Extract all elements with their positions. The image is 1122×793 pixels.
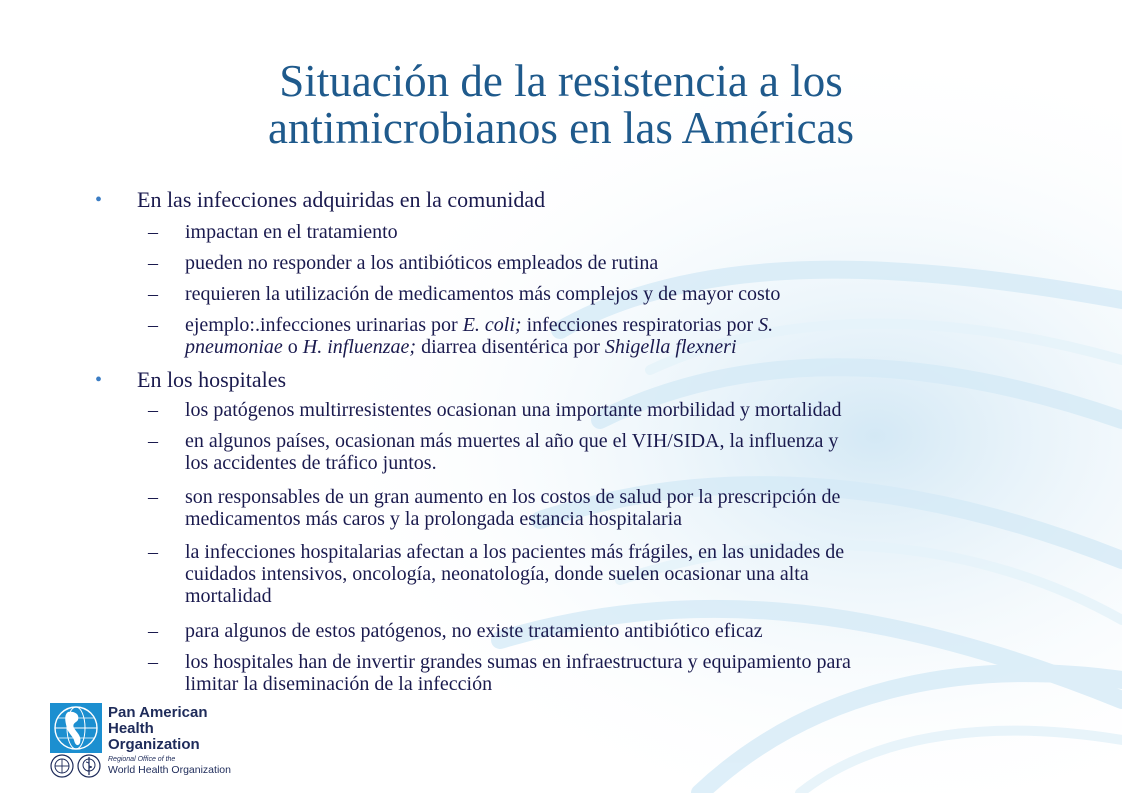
example-text: diarrea disentérica por xyxy=(416,336,605,358)
org-name-line-1: Pan American xyxy=(108,704,208,721)
who-emblem-icon xyxy=(77,754,101,778)
example-line-1 xyxy=(185,314,1035,336)
title-line-2: antimicrobianos en las Américas xyxy=(267,103,855,153)
sub-item-line: los accidentes de tráfico juntos. xyxy=(185,452,437,474)
example-organism: S. xyxy=(758,314,774,336)
sub-item-line: – la infecciones hospitalarias afectan a los pacientes más frágiles, en las unidades de xyxy=(185,541,845,563)
example-organism: pneumoniae xyxy=(185,336,283,358)
example-text: infecciones respiratorias por xyxy=(521,314,759,336)
slide-title xyxy=(0,58,1122,152)
sub-item-text: – los patógenos multirresistentes ocasionan una importante morbilidad y mortalidad xyxy=(185,399,842,421)
who-regional-office xyxy=(108,756,231,776)
paho-seal-icon xyxy=(50,754,74,778)
example-organism: Shigella flexneri xyxy=(604,336,737,358)
sub-item-line: mortalidad xyxy=(185,585,272,607)
example-text: o xyxy=(282,336,303,358)
example-text: ejemplo:.infecciones urinarias por xyxy=(185,314,463,336)
sub-item xyxy=(185,486,1035,530)
sub-item xyxy=(185,252,1035,274)
example-organism: E. coli; xyxy=(462,314,522,336)
organization-name xyxy=(108,705,208,753)
sub-item-text: – impactan en el tratamiento xyxy=(185,221,398,243)
globe-icon xyxy=(50,703,102,753)
sub-item xyxy=(185,283,1035,305)
title-line-1: Situación de la resistencia a los xyxy=(279,56,843,106)
bullet-community: • En las infecciones adquiridas en la comunidad xyxy=(137,188,545,212)
sub-item-line: cuidados intensivos, oncología, neonatología, donde suelen ocasionar una alta xyxy=(185,563,809,585)
sub-item-line: limitar la diseminación de la infección xyxy=(185,673,493,695)
sub-item-line: medicamentos más caros y la prolongada estancia hospitalaria xyxy=(185,508,683,530)
sub-item xyxy=(185,430,1035,474)
sub-item-example xyxy=(185,314,1035,358)
sub-item-text: – requieren la utilización de medicamentos más complejos y de mayor costo xyxy=(185,283,781,305)
who-name: World Health Organization xyxy=(108,764,231,776)
regional-office-label: Regional Office of the xyxy=(108,756,176,763)
bullet-hospitals: • En los hospitales xyxy=(137,368,286,392)
sub-item-text: – para algunos de estos patógenos, no existe tratamiento antibiótico eficaz xyxy=(185,620,763,642)
sub-item-line: – los hospitales han de invertir grandes sumas en infraestructura y equipamiento para xyxy=(185,651,851,673)
sub-item xyxy=(185,620,1035,642)
org-name-line-3: Organization xyxy=(108,736,200,753)
example-organism: H. influenzae; xyxy=(302,336,417,358)
sub-item xyxy=(185,651,1035,695)
sub-item-line: – en algunos países, ocasionan más muertes al año que el VIH/SIDA, la influenza y xyxy=(185,430,839,452)
org-name-line-2: Health xyxy=(108,720,154,737)
example-line-2 xyxy=(185,336,1035,358)
sub-item-line: – son responsables de un gran aumento en los costos de salud por la prescripción de xyxy=(185,486,841,508)
sub-item xyxy=(185,399,1035,421)
sub-item xyxy=(185,541,1035,607)
sub-item xyxy=(185,221,1035,243)
sub-item-text: – pueden no responder a los antibióticos empleados de rutina xyxy=(185,252,659,274)
